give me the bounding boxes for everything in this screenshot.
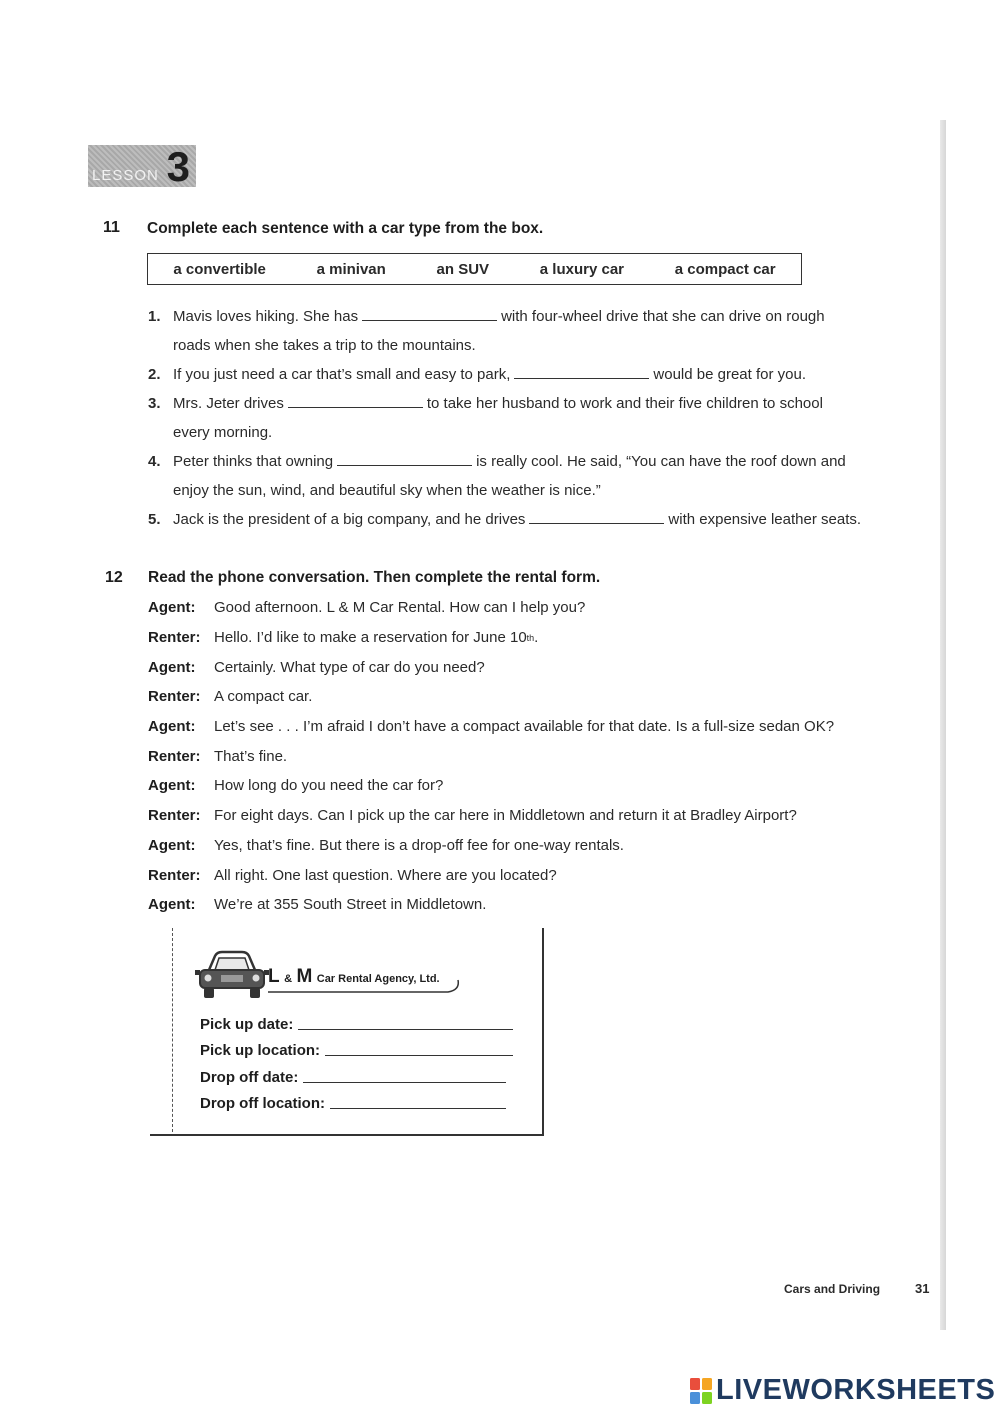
item-text-before: Mrs. Jeter drives [173, 395, 284, 412]
brand-name: LIVEWORKSHEETS [716, 1374, 996, 1406]
box-word: a minivan [316, 260, 386, 278]
speaker: Renter: [148, 807, 201, 825]
dialog-text: Hello. I’d like to make a reservation for June 10 [214, 629, 527, 647]
exercise-11-instruction: Complete each sentence with a car type from the box. [147, 220, 544, 237]
dialog-line [148, 593, 918, 623]
dialog-line [148, 623, 918, 653]
agency-rest: Car Rental Agency, Ltd. [316, 973, 440, 985]
form-left-border [172, 928, 173, 1132]
car-icon [195, 948, 269, 1004]
dialog-line [148, 652, 918, 682]
speaker: Renter: [148, 747, 201, 765]
dropoff-location-blank[interactable] [330, 1107, 506, 1109]
speaker: Agent: [148, 658, 196, 676]
item-number: 2. [148, 366, 161, 383]
sentence-item-2 [148, 360, 908, 389]
footer-title: Cars and Driving [784, 1282, 881, 1296]
dialog-text: That’s fine. [214, 747, 288, 765]
dialog-line [148, 771, 918, 801]
form-row-dropoff-date [200, 1069, 506, 1086]
sentence-item-3 [148, 389, 908, 447]
form-row-dropoff-location [200, 1095, 506, 1112]
item-number: 3. [148, 395, 161, 412]
item-text-after: is really cool. He said, “You can have the roof down and [476, 453, 846, 470]
form-label: Pick up location: [200, 1042, 321, 1059]
box-word: a luxury car [539, 260, 624, 278]
exercise-12-instruction: Read the phone conversation. Then complete the rental form. [148, 569, 601, 586]
dialog-text: For eight days. Can I pick up the car here in Middletown and return it at Bradley Airport? [214, 807, 797, 825]
item-text-after: with four-wheel drive that she can drive on rough [501, 308, 825, 325]
dialog-text: Good afternoon. L & M Car Rental. How can I help you? [214, 599, 586, 617]
dialog-line [148, 801, 918, 831]
pickup-location-blank[interactable] [325, 1054, 513, 1056]
form-right-border [542, 928, 544, 1134]
page-number: 31 [915, 1281, 930, 1296]
dialog-text: A compact car. [214, 688, 313, 706]
dialog-line [148, 890, 918, 920]
answer-blank-3[interactable] [288, 393, 423, 408]
dialog-text: Let’s see . . . I’m afraid I don’t have a compact available for that date. Is a full-size sedan OK? [214, 718, 835, 736]
speaker: Agent: [148, 896, 196, 914]
speaker: Agent: [148, 599, 196, 617]
item-text-before: If you just need a car that’s small and easy to park, [173, 366, 511, 383]
speaker: Renter: [148, 688, 201, 706]
item-text-before: Peter thinks that owning [173, 453, 334, 470]
item-continuation: roads when she takes a trip to the mountains. [173, 337, 476, 354]
item-text-before: Mavis loves hiking. She has [173, 308, 359, 325]
dialog-line [148, 741, 918, 771]
lesson-badge [88, 143, 196, 190]
speaker: Agent: [148, 836, 196, 854]
form-label: Drop off location: [200, 1095, 325, 1112]
dialog-line [148, 682, 918, 712]
agency-initial-l: L [268, 966, 280, 987]
answer-blank-4[interactable] [337, 451, 472, 466]
speaker: Renter: [148, 866, 201, 884]
box-word: a compact car [674, 260, 776, 278]
dropoff-date-blank[interactable] [303, 1081, 506, 1083]
dialog-line [148, 712, 918, 742]
dialog-text: Certainly. What type of car do you need? [214, 658, 485, 676]
word-box [147, 253, 802, 285]
sentence-item-4 [148, 447, 908, 505]
form-bottom-border [150, 1134, 544, 1136]
page-edge [940, 120, 946, 1330]
item-number: 4. [148, 453, 161, 470]
speaker: Agent: [148, 718, 196, 736]
agency-ampersand: & [284, 973, 293, 985]
dialog-line [148, 831, 918, 861]
item-text-after: with expensive leather seats. [668, 511, 862, 528]
phone-conversation [148, 593, 918, 920]
speaker: Agent: [148, 777, 196, 795]
liveworksheets-logo-icon [690, 1378, 712, 1404]
speaker: Renter: [148, 629, 201, 647]
form-row-pickup-date [200, 1016, 513, 1033]
dialog-text: All right. One last question. Where are you located? [214, 866, 557, 884]
box-word: a convertible [173, 260, 266, 278]
dialog-text: Yes, that’s fine. But there is a drop-off fee for one-way rentals. [214, 836, 624, 854]
pickup-date-blank[interactable] [298, 1028, 513, 1030]
dialog-text: We’re at 355 South Street in Middletown. [214, 896, 487, 914]
answer-blank-5[interactable] [529, 509, 664, 524]
item-continuation: every morning. [173, 424, 273, 441]
agency-swash [268, 978, 468, 996]
item-number: 5. [148, 511, 161, 528]
item-number: 1. [148, 308, 161, 325]
liveworksheets-brand [690, 1374, 995, 1407]
sentence-item-1 [148, 302, 908, 360]
exercise-12-number: 12 [105, 569, 123, 586]
dialog-tail: . [534, 629, 539, 647]
sentence-item-5 [148, 505, 908, 534]
form-label: Drop off date: [200, 1069, 299, 1086]
answer-blank-1[interactable] [362, 306, 497, 321]
item-continuation: enjoy the sun, wind, and beautiful sky when the weather is nice.” [173, 482, 601, 499]
superscript: th [526, 632, 535, 643]
exercise-11-number: 11 [103, 219, 120, 236]
form-label: Pick up date: [200, 1016, 294, 1033]
rental-form [150, 928, 544, 1136]
dialog-text: How long do you need the car for? [214, 777, 444, 795]
item-text-before: Jack is the president of a big company, and he drives [173, 511, 526, 528]
item-text-after: to take her husband to work and their five children to school [426, 395, 823, 412]
box-word: an SUV [436, 260, 490, 278]
item-text-after: would be great for you. [653, 366, 806, 383]
dialog-line [148, 860, 918, 890]
form-row-pickup-location [200, 1042, 513, 1059]
agency-initial-m: M [296, 966, 313, 987]
lesson-word: LESSON [92, 167, 159, 184]
answer-blank-2[interactable] [514, 364, 649, 379]
lesson-number: 3 [166, 143, 190, 190]
